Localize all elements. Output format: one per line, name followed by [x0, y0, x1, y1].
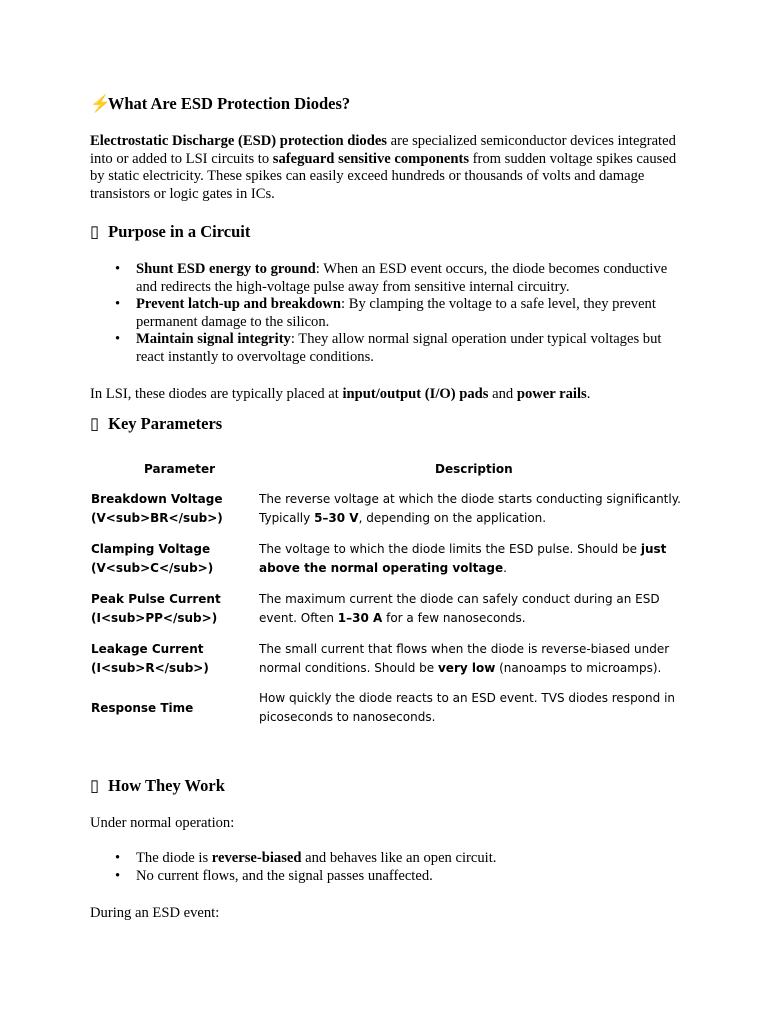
- heading-key-parameters: [90, 414, 222, 434]
- item-bold: Shunt ESD energy to ground: [136, 261, 316, 277]
- item-bold: reverse-biased: [211, 850, 302, 866]
- closing-bold-1: input/output (I/O) pads: [342, 386, 489, 402]
- missing-glyph-icon: ▯: [90, 776, 100, 795]
- list-item: [90, 261, 690, 296]
- item-text: No current flows, and the signal passes unaffected.: [136, 867, 433, 884]
- closing-bold-2: power rails: [516, 386, 587, 402]
- normal-operation-list: [90, 850, 690, 885]
- param-name: Peak Pulse Current: [91, 592, 221, 606]
- lsi-placement-paragraph: [90, 386, 680, 404]
- desc-text: The voltage to which the diode limits the ESD pulse. Should be: [259, 542, 641, 556]
- list-item: [90, 296, 690, 331]
- item-text: : They allow normal signal operation under typical voltages but react instantly to overvoltage conditions.: [136, 331, 662, 365]
- heading-text: Key Parameters: [108, 414, 223, 433]
- lightning-icon: ⚡: [90, 94, 111, 113]
- desc-bold: 5–30 V: [314, 511, 359, 525]
- desc-text: .: [503, 561, 507, 575]
- param-name: Leakage Current: [91, 642, 204, 656]
- esd-event-label: During an ESD event:: [90, 905, 220, 921]
- description-cell: [259, 689, 684, 727]
- closing-text-1: In LSI, these diodes are typically placed at: [90, 386, 343, 402]
- list-item: [90, 331, 690, 366]
- description-cell: [259, 640, 684, 678]
- heading-how-they-work: [90, 776, 225, 796]
- desc-text: How quickly the diode reacts to an ESD event. TVS diodes respond in picoseconds to nanoseconds.: [259, 691, 676, 724]
- item-text: The diode is: [136, 850, 212, 866]
- desc-text: for a few nanoseconds.: [382, 611, 526, 625]
- column-header-parameter: Parameter: [144, 462, 216, 476]
- desc-text: The maximum current the diode can safely conduct during an ESD event. Often: [259, 592, 660, 625]
- desc-text: (nanoamps to microamps).: [495, 661, 662, 675]
- intro-text-2: from sudden voltage spikes caused by static electricity. These spikes can easily exceed hundreds or thousands of volts and damage transistors or logic gates in ICs.: [90, 150, 677, 202]
- intro-bold-1: Electrostatic Discharge (ESD) protection diodes: [90, 133, 387, 149]
- missing-glyph-icon: ▯: [90, 414, 100, 433]
- item-text: : By clamping the voltage to a safe level, they prevent permanent damage to the silicon.: [136, 296, 656, 330]
- heading-what-are-esd-diodes: [90, 94, 350, 114]
- intro-bold-2: safeguard sensitive components: [272, 150, 470, 167]
- list-item: [90, 868, 690, 886]
- param-name: Clamping Voltage: [91, 542, 211, 556]
- intro-paragraph: [90, 133, 680, 203]
- item-bold: Maintain signal integrity: [136, 331, 291, 348]
- param-symbol: (I<sub>R</sub>): [91, 661, 209, 675]
- list-item: [90, 850, 690, 868]
- param-cell: [91, 640, 251, 678]
- item-text: and behaves like an open circuit.: [301, 850, 497, 866]
- param-cell: [91, 699, 251, 718]
- param-symbol: (I<sub>PP</sub>): [91, 611, 218, 625]
- missing-glyph-icon: ▯: [90, 222, 100, 241]
- heading-text: Purpose in a Circuit: [108, 222, 251, 241]
- item-text: : When an ESD event occurs, the diode becomes conductive and redirects the high-voltage pulse away from sensitive internal circuitry.: [136, 261, 668, 295]
- description-cell: [259, 590, 684, 628]
- closing-text-3: .: [586, 386, 591, 402]
- description-cell: [259, 540, 684, 578]
- heading-purpose: [90, 222, 250, 242]
- closing-text-2: and: [488, 386, 517, 402]
- desc-bold: 1–30 A: [337, 611, 383, 625]
- param-symbol: (V<sub>BR</sub>): [91, 511, 223, 525]
- param-cell: [91, 540, 251, 578]
- desc-text: , depending on the application.: [358, 511, 547, 525]
- heading-text: How They Work: [108, 776, 225, 795]
- normal-operation-label: Under normal operation:: [90, 815, 235, 831]
- param-cell: [91, 590, 251, 628]
- desc-bold: very low: [437, 661, 496, 675]
- param-name: Breakdown Voltage: [91, 492, 223, 506]
- param-symbol: (V<sub>C</sub>): [91, 561, 214, 575]
- desc-bold: just above the normal operating voltage: [259, 542, 667, 575]
- heading-text: What Are ESD Protection Diodes?: [107, 94, 351, 113]
- param-cell: [91, 490, 251, 528]
- desc-text: The small current that flows when the diode is reverse-biased under normal conditions. Should be: [259, 642, 670, 675]
- param-name: Response Time: [91, 701, 194, 715]
- purpose-list: [90, 261, 690, 367]
- column-header-description: Description: [435, 462, 513, 476]
- desc-text: The reverse voltage at which the diode starts conducting significantly. Typically: [259, 492, 681, 525]
- description-cell: [259, 490, 684, 528]
- intro-text-1: are specialized semiconductor devices integrated into or added to LSI circuits to: [90, 133, 676, 167]
- item-bold: Prevent latch-up and breakdown: [136, 296, 342, 313]
